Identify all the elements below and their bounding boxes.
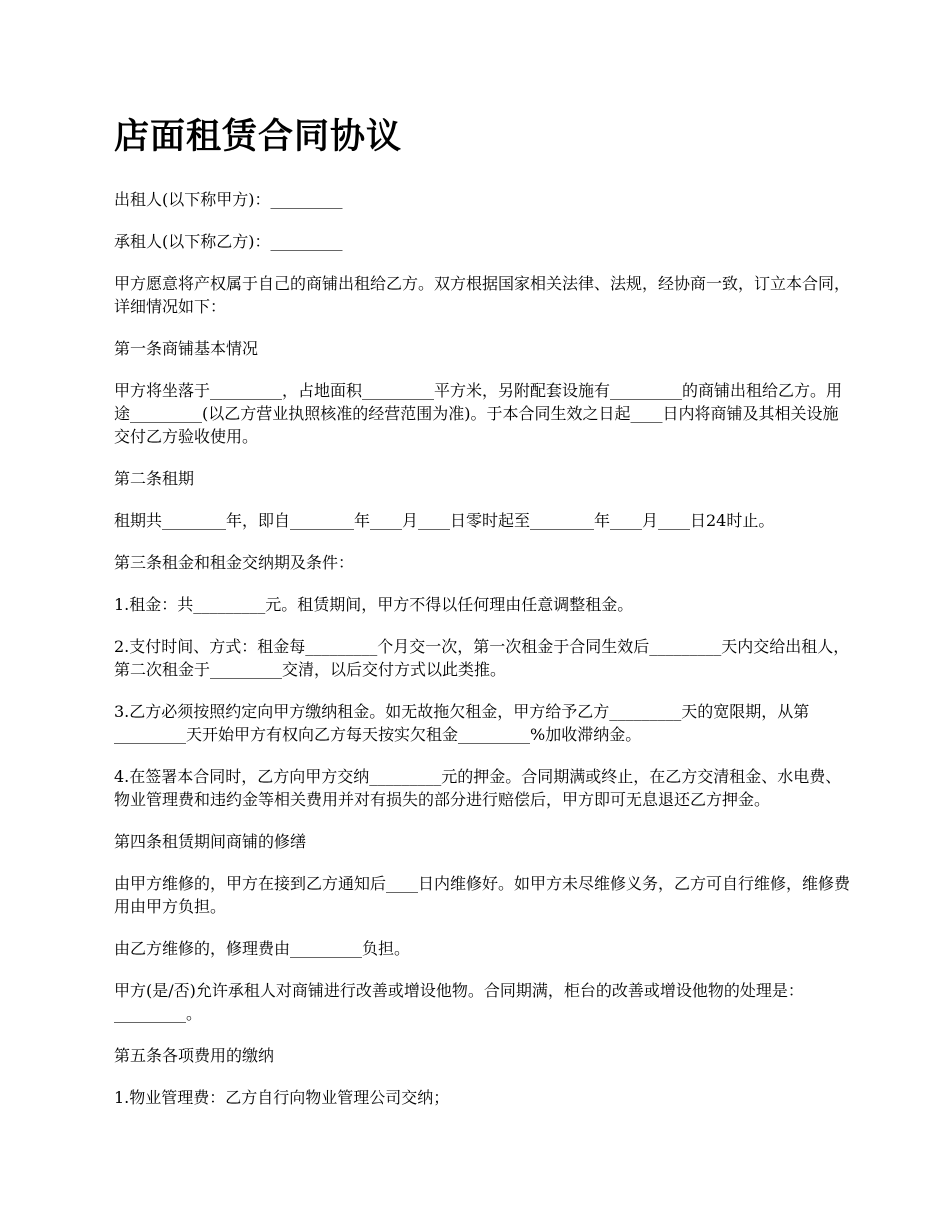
- intro-paragraph: 甲方愿意将产权属于自己的商铺出租给乙方。双方根据国家相关法律、法规，经协商一致，订立本合同，详细情况如下：: [114, 274, 851, 316]
- article-3-item-2: 2.支付时间、方式：租金每_________个月交一次，第一次租金于合同生效后_________天内交给出租人，第二次租金于_________交清，以后交付方式以此类推。: [114, 637, 850, 679]
- article-2-body: 租期共________年，即自________年____月____日零时起至________年____月____日24时止。: [114, 511, 775, 530]
- article-4-body-1: 由甲方维修的，甲方在接到乙方通知后____日内维修好。如甲方未尽维修义务，乙方可自行维修，维修费用由甲方负担。: [114, 874, 851, 916]
- article-3-item-1: 1.租金：共_________元。租赁期间，甲方不得以任何理由任意调整租金。: [114, 595, 634, 614]
- article-1-body: 甲方将坐落于_________，占地面积_________平方米，另附配套设施有_________的商铺出租给乙方。用途_________(以乙方营业执照核准的经营范围为准)。于本合同生效之日起____日内将商铺及其相关设施交付乙方验收使用。: [114, 381, 843, 446]
- article-4-body-3: 甲方(是/否)允许承租人对商铺进行改善或增设他物。合同期满，柜台的改善或增设他物的处理是：_________。: [114, 981, 804, 1023]
- article-4-heading: 第四条租赁期间商铺的修缮: [114, 832, 307, 851]
- article-5-heading: 第五条各项费用的缴纳: [114, 1046, 275, 1065]
- article-3-item-4: 4.在签署本合同时，乙方向甲方交纳_________元的押金。合同期满或终止，在乙方交清租金、水电费、物业管理费和违约金等相关费用并对有损失的部分进行赔偿后，甲方即可无息退还乙方押金。: [114, 767, 842, 809]
- article-3-heading: 第三条租金和租金交纳期及条件：: [114, 553, 355, 572]
- article-3-item-3: 3.乙方必须按照约定向甲方缴纳租金。如无故拖欠租金，甲方给予乙方_________天的宽限期，从第_________天开始甲方有权向乙方每天按实欠租金_________%加收滞纳金。: [114, 702, 810, 744]
- article-5-item-1: 1.物业管理费：乙方自行向物业管理公司交纳；: [114, 1088, 450, 1107]
- document-title: 店面租赁合同协议: [114, 116, 403, 157]
- article-2-heading: 第二条租期: [114, 469, 195, 488]
- article-1-heading: 第一条商铺基本情况: [114, 339, 259, 358]
- document-page: [114, 112, 850, 1128]
- article-4-body-2: 由乙方维修的，修理费由_________负担。: [114, 939, 411, 958]
- lessee-line: 承租人(以下称乙方)：_________: [114, 232, 343, 251]
- lessor-line: 出租人(以下称甲方)：_________: [114, 190, 343, 209]
